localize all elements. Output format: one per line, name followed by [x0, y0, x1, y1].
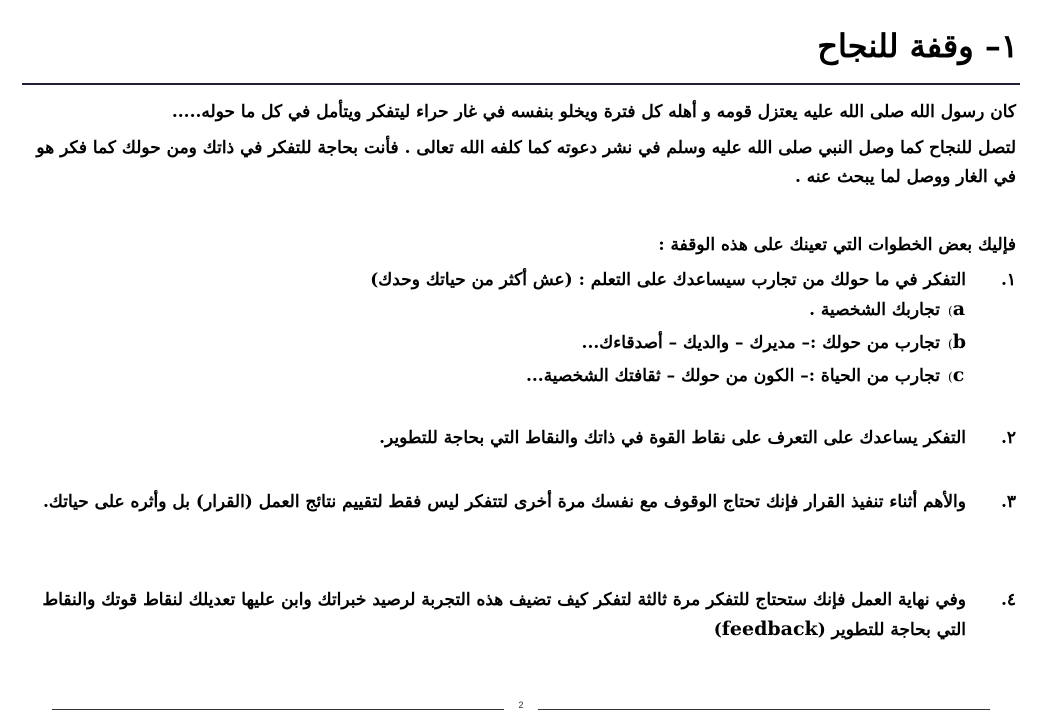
paragraph-intro-prophet: كان رسول الله صلى الله عليه يعتزل قومه و أهله كل فترة ويخلو بنفسه في غار حراء ليتفكر ويتأمل في كل ما حوله..... [171, 102, 1016, 122]
feedback-term: feedback [721, 618, 818, 640]
steps-intro: فإليك بعض الخطوات التي تعينك على هذه الوقفة : [658, 235, 1016, 255]
sub-item-letter: a) [948, 298, 965, 320]
sub-item-text: تجارب من الحياة :– الكون من حولك – ثقافتك الشخصية... [525, 366, 940, 386]
title-underline [22, 83, 1020, 85]
footer-rule-right [538, 709, 990, 710]
sub-item-text: تجاربك الشخصية . [809, 300, 940, 320]
list-item-3 [26, 488, 1016, 517]
sub-item-letter: c) [948, 364, 965, 386]
sub-item-b [582, 328, 982, 359]
list-number: ١. [1000, 270, 1016, 290]
page-number: 2 [518, 700, 524, 710]
list-item-2 [26, 424, 1016, 453]
list-item-4 [26, 586, 1016, 645]
sub-item-letter: b) [948, 331, 966, 353]
page-title: ١– وقفة للنجاح [817, 27, 1018, 65]
list-item-text: التفكر في ما حولك من تجارب سيساعدك على التعلم : (عش أكثر من حياتك وحدك) [370, 270, 966, 290]
sub-item-c [526, 361, 982, 392]
list-item-text: وفي نهاية العمل فإنك ستحتاج للتفكر مرة ثالثة لتفكر كيف تضيف هذه التجربة لرصيد خبراتك وابن عليها تعديلك لنقاط قوتك والنقاط التي بحاجة للتطوير (feedback) [42, 590, 966, 640]
list-number: ٢. [1000, 428, 1016, 448]
list-item-1 [26, 266, 1016, 295]
paragraph-success: لتصل للنجاح كما وصل النبي صلى الله عليه وسلم في نشر دعوته كما كلفه الله تعالى . فأنت بحاجة للتفكر في ذاتك ومن حولك كما فكر هو في الغار ووصل لما يبحث عنه . [36, 138, 1016, 187]
sub-item-a [809, 295, 982, 326]
list-number: ٤. [1000, 590, 1016, 610]
footer-rule-left [52, 709, 504, 710]
list-item-text: والأهم أثناء تنفيذ القرار فإنك تحتاج الوقوف مع نفسك مرة أخرى لتتفكر ليس فقط لتقييم نتائج العمل (القرار) بل وأثره على حياتك. [42, 492, 966, 512]
list-item-text: التفكر يساعدك على التعرف على نقاط القوة في ذاتك والنقاط التي بحاجة للتطوير. [379, 428, 966, 448]
sub-item-text: تجارب من حولك :– مديرك – والديك – أصدقاءك... [581, 333, 940, 353]
list-number: ٣. [1000, 492, 1016, 512]
